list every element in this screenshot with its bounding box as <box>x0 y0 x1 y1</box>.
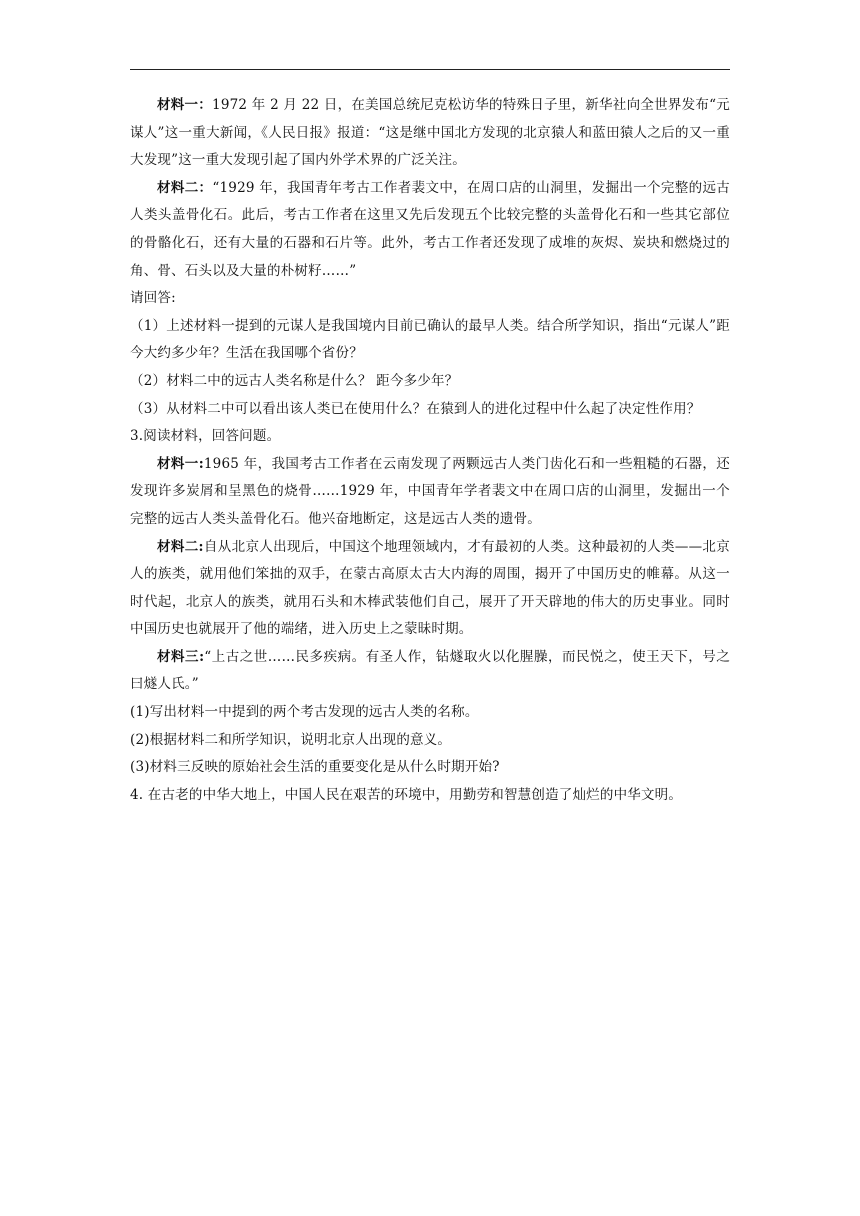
section-3-material-three-text: “上古之世……民多疾病。有圣人作，钻燧取火以化腥臊，而民悦之，使王天下，号之曰燧人氏。” <box>130 648 730 693</box>
material-two-label: 材料二： <box>157 179 213 196</box>
section-3-material-one-label: 材料一: <box>157 455 204 472</box>
section-3-title: 3.阅读材料，回答问题。 <box>130 428 281 445</box>
section-3-question-1: (1)写出材料一中提到的两个考古发现的远古人类的名称。 <box>130 704 479 721</box>
section-3-question-2: (2)根据材料二和所学知识，说明北京人出现的意义。 <box>130 731 452 748</box>
answer-prompt: 请回答: <box>130 290 176 307</box>
section-3-material-two-text: 自从北京人出现后，中国这个地理领域内，才有最初的人类。这种最初的人类——北京人的族类，就用他们笨拙的双手，在蒙古高原太古大内海的周围，揭开了中国历史的帷幕。从这一时代起，北京人的族类，就用石头和木棒武装他们自己，展开了开天辟地的伟大的历史事业。同时中国历史也就展开了他的端绪，进入历史上之蒙昧时期。 <box>130 538 730 638</box>
material-one-text: 1972 年 2 月 22 日，在美国总统尼克松访华的特殊日子里，新华社向全世界发布“元谋人”这一重大新闻，《人民日报》报道：“这是继中国北方发现的北京猿人和蓝田猿人之后的又一重大发现”这一重大发现引起了国内外学术界的广泛关注。 <box>130 97 730 169</box>
document-body <box>130 92 730 809</box>
material-two-paragraph <box>130 175 730 285</box>
material-one-label: 材料一： <box>157 97 213 113</box>
material-two-text: “1929 年，我国青年考古工作者裴文中，在周口店的山洞里，发掘出一个完整的远古人类头盖骨化石。此后，考古工作者在这里又先后发现五个比较完整的头盖骨化石和一些其它部位的骨骼化石，还有大量的石器和石片等。此外，考古工作者还发现了成堆的灰烬、炭块和燃烧过的角、骨、石头以及大量的朴树籽……” <box>130 179 730 279</box>
question-3: （3）从材料二中可以看出该人类已在使用什么？在猿到人的进化过程中什么起了决定性作用？ <box>130 400 701 417</box>
section-3-material-two <box>130 534 730 644</box>
question-1: （1）上述材料一提到的元谋人是我国境内目前已确认的最早人类。结合所学知识，指出“元谋人”距今大约多少年？生活在我国哪个省份？ <box>130 317 730 362</box>
section-3-question-3: (3)材料三反映的原始社会生活的重要变化是从什么时期开始? <box>130 759 500 776</box>
material-one-paragraph <box>130 92 730 175</box>
section-3-material-three <box>130 644 730 699</box>
section-4-intro: 4. 在古老的中华大地上，中国人民在艰苦的环境中，用勤劳和智慧创造了灿烂的中华文明。 <box>130 786 683 803</box>
section-3-material-one-text: 1965 年，我国考古工作者在云南发现了两颗远古人类门齿化石和一些粗糙的石器，还发现许多炭屑和呈黑色的烧骨……1929 年，中国青年学者裴文中在周口店的山洞里，发掘出一个完整的远古人类头盖骨化石。他兴奋地断定，这是远古人类的遗骨。 <box>130 455 730 527</box>
section-3-material-two-label: 材料二: <box>157 538 204 555</box>
section-3-material-one <box>130 451 730 534</box>
section-3-material-three-label: 材料三: <box>157 648 205 665</box>
question-2: （2）材料二中的远古人类名称是什么？ 距今多少年？ <box>130 372 459 389</box>
header-rule <box>130 69 730 70</box>
